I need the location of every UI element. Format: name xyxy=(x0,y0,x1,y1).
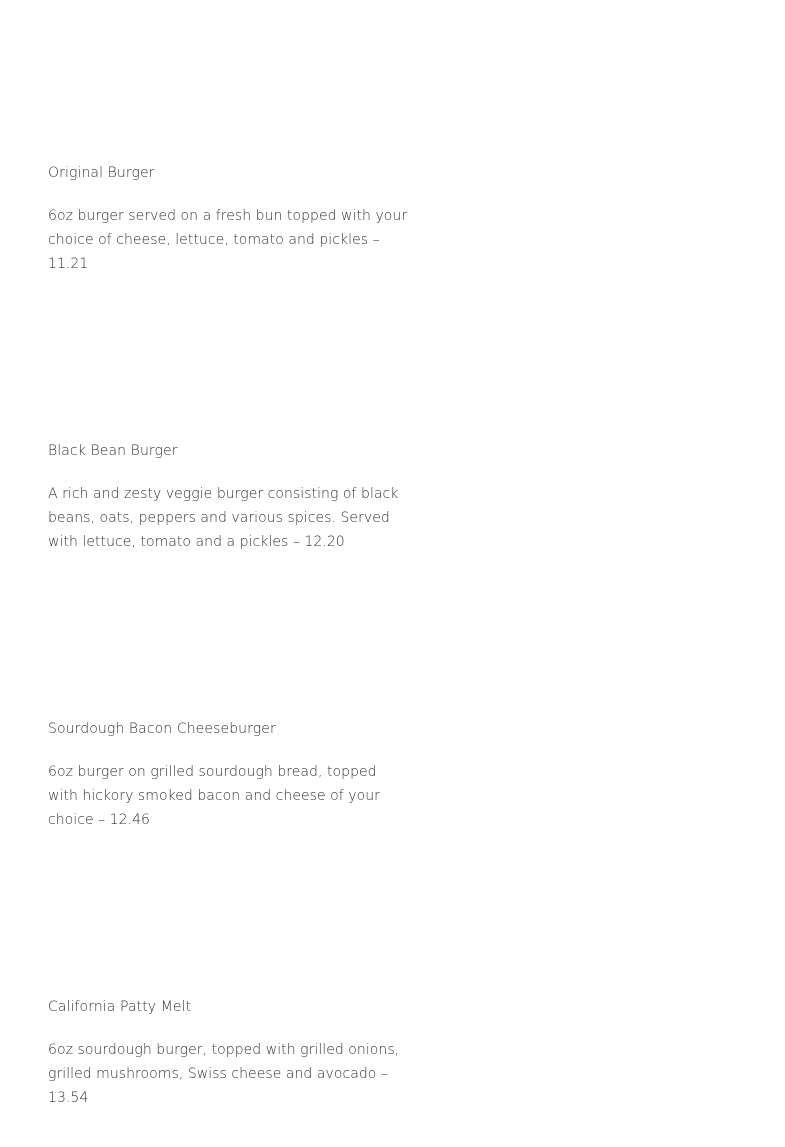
menu-item xyxy=(48,720,408,832)
menu-item-title: California Patty Melt xyxy=(48,999,192,1015)
menu-item xyxy=(48,442,408,554)
menu-item xyxy=(48,164,408,276)
menu-item-title: Sourdough Bacon Cheeseburger xyxy=(48,721,276,737)
menu-item-description: A rich and zesty veggie burger consisting of black beans, oats, peppers and various spices. Served with lettuce, tomato and a pickles – 12.20 xyxy=(48,486,399,550)
menu-item xyxy=(48,998,408,1110)
menu-item-description: 6oz burger served on a fresh bun topped with your choice of cheese, lettuce, tomato and pickles – 11.21 xyxy=(48,208,408,272)
menu-item-title: Black Bean Burger xyxy=(48,443,178,459)
menu-item-title: Original Burger xyxy=(48,165,155,181)
menu-item-description: 6oz sourdough burger, topped with grilled onions, grilled mushrooms, Swiss cheese and avocado – 13.54 xyxy=(48,1042,400,1106)
menu-item-description: 6oz burger on grilled sourdough bread, topped with hickory smoked bacon and cheese of your choice – 12.46 xyxy=(48,764,380,828)
